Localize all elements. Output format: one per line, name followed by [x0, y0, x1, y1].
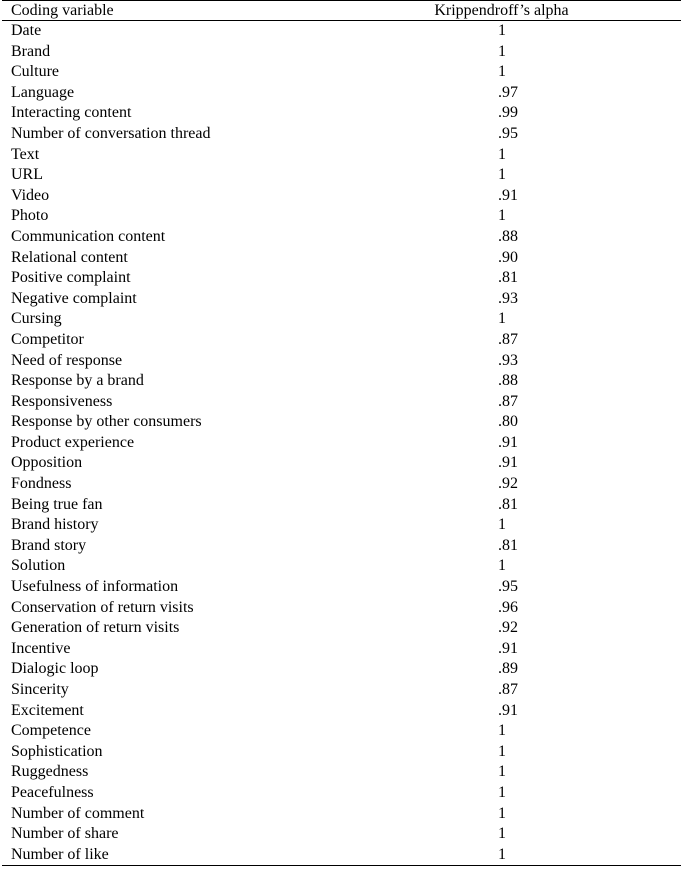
alpha-value-cell: .87 [498, 330, 518, 348]
table-row [2, 124, 681, 145]
coding-variable-cell: Brand [11, 42, 51, 60]
coding-variable-cell: Incentive [11, 639, 71, 657]
alpha-value-cell: 1 [498, 166, 506, 184]
coding-variable-cell: Dialogic loop [11, 660, 99, 678]
coding-variable-cell: Generation of return visits [11, 619, 180, 637]
alpha-value-cell: 1 [498, 557, 506, 575]
alpha-value-cell: 1 [498, 63, 506, 81]
coding-variable-cell: Brand story [11, 536, 87, 554]
alpha-value-cell: .91 [498, 433, 518, 451]
reliability-table [2, 0, 681, 866]
alpha-value-cell: .88 [498, 227, 518, 245]
table-row [2, 165, 681, 186]
header-krippendorff-alpha: Krippendroff’s alpha [434, 2, 569, 19]
coding-variable-cell: Brand history [11, 516, 99, 534]
coding-variable-cell: Text [11, 145, 40, 163]
coding-variable-cell: Positive complaint [11, 269, 131, 287]
table-row [2, 639, 681, 660]
alpha-value-cell: 1 [498, 42, 506, 60]
table-row [2, 248, 681, 269]
coding-variable-cell: Solution [11, 557, 66, 575]
table-row [2, 598, 681, 619]
coding-variable-cell: Number of share [11, 825, 119, 843]
coding-variable-cell: Ruggedness [11, 763, 89, 781]
table-row [2, 433, 681, 454]
alpha-value-cell: .90 [498, 248, 518, 266]
table-row [2, 21, 681, 42]
table-row [2, 42, 681, 63]
table-row [2, 762, 681, 783]
table-row [2, 824, 681, 845]
alpha-value-cell: 1 [498, 845, 506, 863]
alpha-value-cell: 1 [498, 763, 506, 781]
coding-variable-cell: URL [11, 166, 43, 184]
coding-variable-cell: Usefulness of information [11, 578, 179, 596]
table-row [2, 412, 681, 433]
coding-variable-cell: Language [11, 83, 75, 101]
alpha-value-cell: .93 [498, 351, 518, 369]
alpha-value-cell: .88 [498, 372, 518, 390]
alpha-value-cell: .80 [498, 413, 518, 431]
alpha-value-cell: .91 [498, 454, 518, 472]
coding-variable-cell: Cursing [11, 310, 62, 328]
alpha-value-cell: 1 [498, 804, 506, 822]
alpha-value-cell: .99 [498, 104, 518, 122]
alpha-value-cell: .91 [498, 639, 518, 657]
table-row [2, 680, 681, 701]
coding-variable-cell: Culture [11, 63, 59, 81]
coding-variable-cell: Date [11, 22, 42, 39]
table-row [2, 371, 681, 392]
alpha-value-cell: 1 [498, 22, 506, 39]
coding-variable-cell: Response by other consumers [11, 413, 202, 431]
alpha-value-cell: .92 [498, 619, 518, 637]
table-row [2, 845, 681, 866]
table-row [2, 145, 681, 166]
alpha-value-cell: .96 [498, 598, 518, 616]
coding-variable-cell: Number of conversation thread [11, 124, 211, 142]
alpha-value-cell: .81 [498, 495, 518, 513]
coding-variable-cell: Relational content [11, 248, 128, 266]
table-row [2, 289, 681, 310]
table-row [2, 618, 681, 639]
table-row [2, 742, 681, 763]
alpha-value-cell: 1 [498, 722, 506, 740]
coding-variable-cell: Responsiveness [11, 392, 113, 410]
table-row [2, 515, 681, 536]
alpha-value-cell: .92 [498, 475, 518, 493]
table-header [2, 1, 681, 21]
coding-variable-cell: Competitor [11, 330, 84, 348]
table-row [2, 330, 681, 351]
coding-variable-cell: Need of response [11, 351, 123, 369]
table-row [2, 268, 681, 289]
alpha-value-cell: .91 [498, 701, 518, 719]
coding-variable-cell: Sincerity [11, 681, 69, 698]
table-row [2, 453, 681, 474]
table-row [2, 556, 681, 577]
alpha-value-cell: 1 [498, 742, 506, 760]
coding-variable-cell: Product experience [11, 433, 135, 451]
table-row [2, 227, 681, 248]
table-row [2, 186, 681, 207]
coding-variable-cell: Opposition [11, 454, 83, 472]
table-row [2, 721, 681, 742]
coding-variable-cell: Negative complaint [11, 289, 137, 307]
coding-variable-cell: Number of comment [11, 804, 145, 822]
alpha-value-cell: 1 [498, 516, 506, 534]
table-row [2, 62, 681, 83]
alpha-value-cell: .81 [498, 269, 518, 287]
coding-variable-cell: Conservation of return visits [11, 598, 194, 616]
table-row [2, 474, 681, 495]
alpha-value-cell: .97 [498, 83, 518, 101]
coding-variable-cell: Fondness [11, 475, 72, 493]
alpha-value-cell: 1 [498, 783, 506, 801]
table-row [2, 83, 681, 104]
table-row [2, 783, 681, 804]
table-row [2, 392, 681, 413]
table-row [2, 103, 681, 124]
alpha-value-cell: .95 [498, 578, 518, 596]
table-row [2, 536, 681, 557]
table-row [2, 351, 681, 372]
coding-variable-cell: Video [11, 186, 50, 204]
table-row [2, 701, 681, 722]
coding-variable-cell: Sophistication [11, 742, 103, 760]
alpha-value-cell: .91 [498, 186, 518, 204]
coding-variable-cell: Communication content [11, 227, 166, 245]
table-row [2, 206, 681, 227]
table-row [2, 309, 681, 330]
coding-variable-cell: Excitement [11, 701, 84, 719]
coding-variable-cell: Interacting content [11, 104, 132, 122]
header-row [2, 1, 681, 21]
coding-variable-cell: Peacefulness [11, 783, 94, 801]
header-coding-variable: Coding variable [11, 2, 114, 19]
alpha-value-cell: 1 [498, 207, 506, 225]
coding-variable-cell: Photo [11, 207, 49, 225]
table-body [2, 21, 681, 866]
alpha-value-cell: .87 [498, 681, 518, 698]
coding-variable-cell: Competence [11, 722, 91, 740]
alpha-value-cell: .95 [498, 124, 518, 142]
coding-variable-cell: Number of like [11, 845, 109, 863]
alpha-value-cell: 1 [498, 310, 506, 328]
alpha-value-cell: 1 [498, 145, 506, 163]
coding-variable-cell: Response by a brand [11, 372, 144, 390]
coding-variable-cell: Being true fan [11, 495, 103, 513]
alpha-value-cell: .93 [498, 289, 518, 307]
reliability-table-container [2, 0, 681, 866]
alpha-value-cell: .87 [498, 392, 518, 410]
alpha-value-cell: .81 [498, 536, 518, 554]
alpha-value-cell: 1 [498, 825, 506, 843]
table-row [2, 659, 681, 680]
alpha-value-cell: .89 [498, 660, 518, 678]
table-row [2, 577, 681, 598]
table-row [2, 804, 681, 825]
table-row [2, 495, 681, 516]
